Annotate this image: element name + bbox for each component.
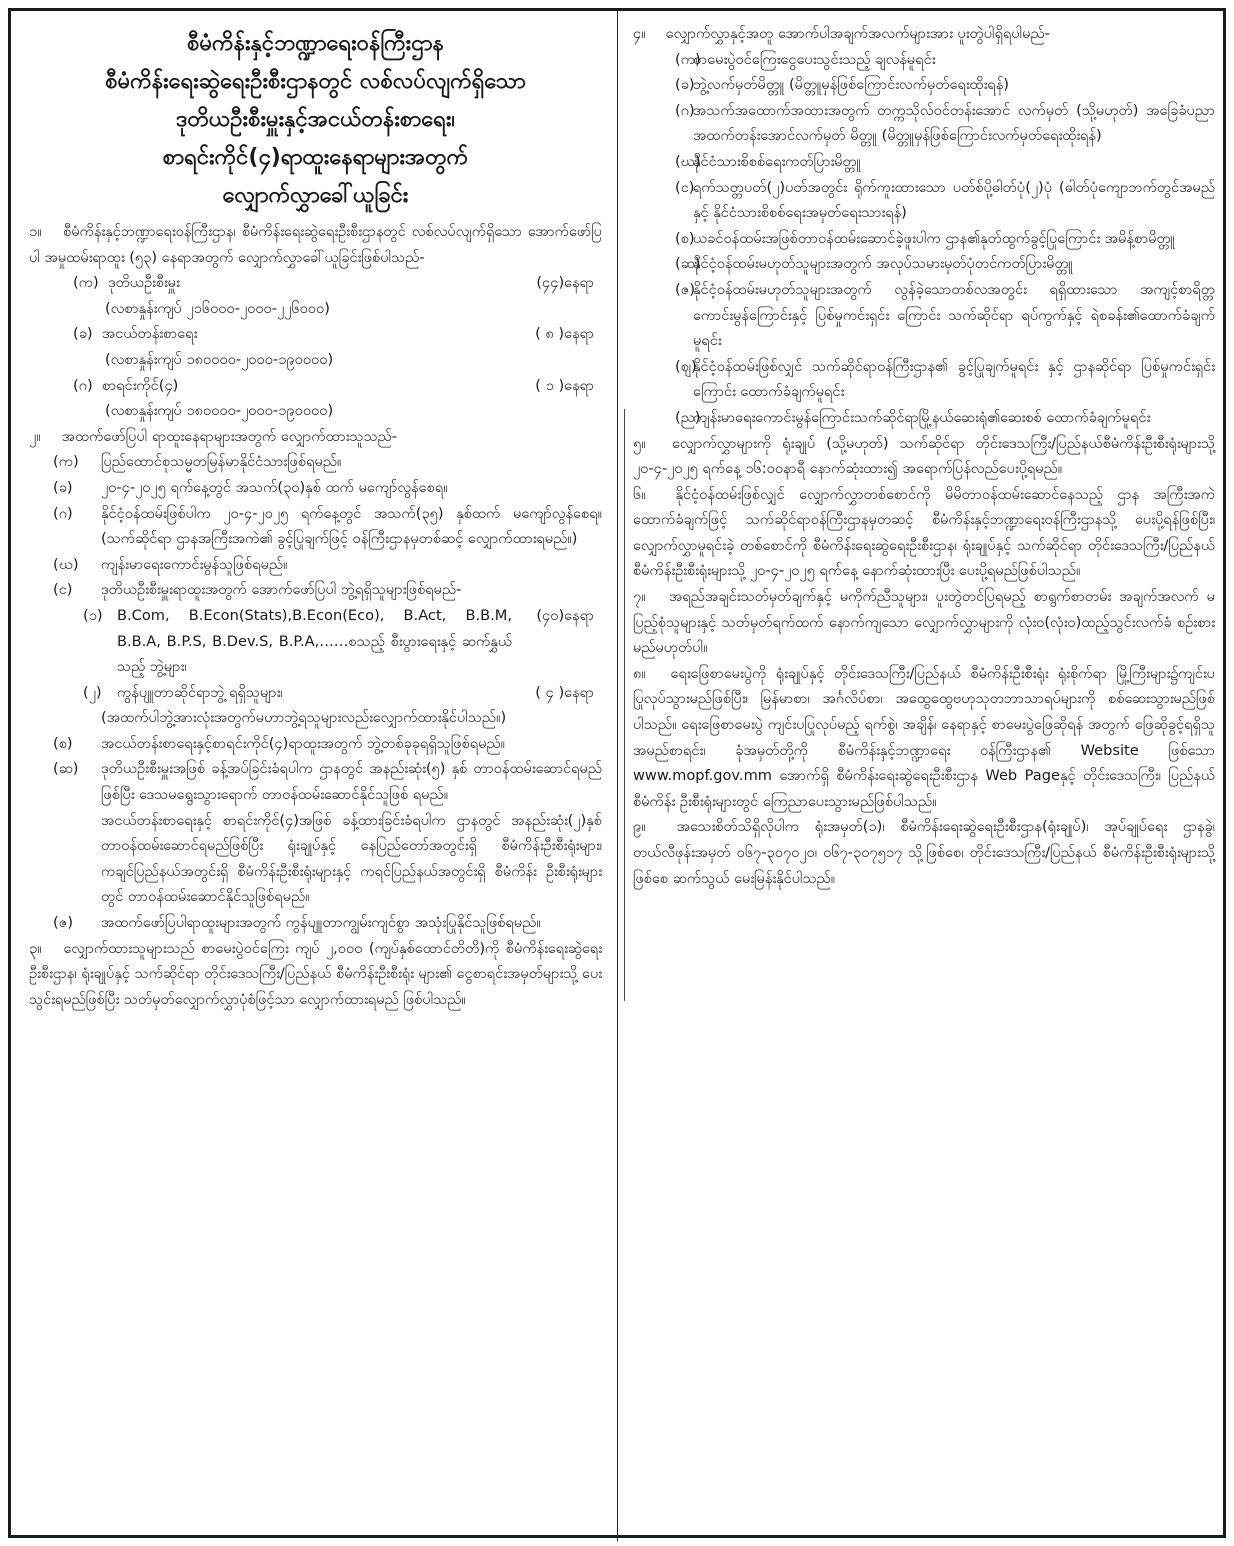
item-number: (က) — [53, 453, 79, 471]
item-number: (င) — [675, 178, 695, 196]
degree-note: (အထက်ပါဘွဲ့အားလုံးအတွက်မဟာဘွဲ့ရသူများလည်းလျှောက်ထားနိုင်ပါသည်။) — [101, 709, 507, 727]
item-text: ၂၀-၄-၂၀၂၅ ရက်နေ့တွင် အသက်(၃၀)နှစ် ထက် မကျော်လွန်စေရ။ — [101, 478, 448, 496]
paragraph-3 — [29, 936, 602, 1013]
post-number: (က) — [73, 274, 99, 292]
paragraph-text: စီမံကိန်းနှင့်ဘဏ္ဍာရေးဝန်ကြီးဌာန၊ စီမံကိန်းရေးဆွဲရေးဦးစီးဌာနတွင် လစ်လပ်လျက်ရှိသော အောက်ဖော်ပြပါ အမှုထမ်းရာထူး (၅၃) နေရာအတွက် လျှောက်လွှာခေါ်ယူခြင်းဖြစ်ပါသည်- — [29, 223, 602, 266]
item-number: (ဇ) — [53, 914, 74, 932]
item-number: (စ) — [675, 229, 695, 247]
paragraph-number: ၄။ — [633, 25, 646, 42]
item-text: ကျန်းမာရေးကောင်းမွန်ကြောင်းသက်ဆိုင်ရာမြို့နယ်ဆေးရုံ၏ဆေးစစ် ထောက်ခံချက်မူရင်း — [693, 408, 1151, 426]
paragraph-7 — [633, 584, 1215, 661]
paragraph-9 — [633, 814, 1215, 891]
paragraph-6 — [633, 482, 1215, 584]
item-text: ပြည်ထောင်စုသမ္မတမြန်မာနိုင်ငံသားဖြစ်ရမည်။ — [101, 453, 342, 471]
paragraph-number: ၉။ — [633, 818, 646, 836]
post-number: (ဂ) — [73, 376, 93, 394]
list-item — [29, 501, 602, 552]
item-text: ရက်သတ္တပတ်(၂)ပတ်အတွင်း ရိုက်ကူးထားသော ပတ်စ်ပို့ဓါတ်ပုံ(၂)ပုံ (ဓါတ်ပုံကျောဘက်တွင်အမည်နှင့် နိုင်ငံသားစိစစ်ရေးအမှတ်ရေးသားရန်) — [693, 178, 1215, 222]
degree-count: ( ၄ )နေရာ — [535, 683, 594, 701]
paragraph-text: နိုင်ငံ့ဝန်ထမ်းဖြစ်လျှင် လျှောက်လွှာတစ်စောင်ကို မိမိတာဝန်ထမ်းဆောင်နေသည့် ဌာန အကြီးအကဲထောက်ခံချက်ဖြင့် သက်ဆိုင်ရာဝန်ကြီးဌာနမှတဆင့် စီမံကိန်းနှင့်ဘဏ္ဍာရေးဝန်ကြီးဌာနသို့ ပေးပို့ရန်ဖြစ်ပြီး၊ လျှောက်လွှာမူရင်းခဲ့ တစ်စောင်ကို စီမံကိန်းရေးဆွဲရေးဦးစီးဌာန၊ ရုံးချုပ်နှင့် သက်ဆိုင်ရာ တိုင်းဒေသကြီး/ပြည်နယ် စီမံကိန်းဦးစီးရုံးများသို့ ၂၀-၄-၂၀၂၅ ရက်နေ့ နောက်ဆုံးထားပြီး ပေးပို့ရမည်ဖြစ်ပါသည်။ — [633, 485, 1215, 580]
list-item — [633, 47, 1215, 73]
item-number: (ဈ) — [675, 357, 697, 375]
item-number: (က) — [675, 50, 701, 68]
item-number: (ဂ) — [53, 504, 73, 522]
degree-text: B.Com, B.Econ(Stats),B.Econ(Eco), B.Act, B.B.M, B.B.A, B.P.S, B.Dev.S, B.P.A,……စသည့် စီးပွားရေးနှင့် ဆက်နွှယ်သည့် ဘွဲ့များ၊ — [117, 606, 512, 676]
item-number: (ဇ) — [675, 280, 696, 298]
notice-title — [29, 25, 602, 215]
item-text: နိုင်ငံ့ဝန်ထမ်းဖြစ်လျှင် သက်ဆိုင်ရာဝန်ကြီးဌာန၏ ခွင့်ပြုချက်မူရင်း နှင့် ဌာနဆိုင်ရာ ပြစ်မှုကင်းရှင်းကြောင်း ထောက်ခံချက်မူရင်း — [693, 357, 1215, 401]
list-item — [29, 910, 602, 936]
list-item — [633, 277, 1215, 354]
list-item — [633, 98, 1215, 149]
column-divider — [617, 11, 618, 1541]
paragraph-text: လျှောက်လွှာနှင့်အတူ အောက်ပါအချက်အလက်များအား ပူးတွဲပါရှိရပါမည်- — [665, 25, 1050, 42]
list-item — [29, 577, 602, 603]
degree-item — [29, 603, 602, 680]
paragraph-5 — [633, 431, 1215, 482]
post-number: (ခ) — [73, 325, 93, 343]
item-number: (ဆ) — [675, 255, 701, 273]
list-item — [29, 449, 602, 475]
item-text: နိုင်ငံ့ဝန်ထမ်းဖြစ်ပါက ၂၀-၄-၂၀၂၅ ရက်နေ့တွင် အသက်(၃၅) နှစ်ထက် မကျော်လွန်စေရ။ (သက်ဆိုင်ရာ ဌာနအကြီးအကဲ၏ ခွင့်ပြုချက်ဖြင့် ဝန်ကြီးဌာနမှတစ်ဆင့် လျှောက်ထားရမည်။) — [101, 504, 602, 548]
paragraph-text: အထက်ဖော်ပြပါ ရာထူးနေရာများအတွက် လျှောက်ထားသူသည်- — [61, 427, 398, 445]
item-text: ဒုတိယဦးစီးမှူးရာထူးအတွက် အောက်ဖော်ပြပါ ဘွဲ့ရရှိသူများဖြစ်ရမည်- — [101, 581, 462, 599]
paragraph-text: အရည်အချင်းသတ်မှတ်ချက်နှင့် မကိုက်ညီသူများ၊ ပူးတွဲတင်ပြရမည့် စာရွက်စာတမ်း အချက်အလက် မပြည့်စုံသူများနှင့် သတ်မှတ်ရက်ထက် နောက်ကျသော လျှောက်လွှာများကို လုံး၀(လုံး၀)ထည့်သွင်းလက်ခံ စဉ်းစား မည်မဟုတ်ပါ။ — [633, 588, 1216, 657]
list-item — [29, 552, 602, 578]
post-count: ( ၁ )နေရာ — [535, 376, 594, 394]
paragraph-text: အသေးစိတ်သိရှိလိုပါက ရုံးအမှတ်(၁)၊ စီမံကိန်းရေးဆွဲရေးဦးစီးဌာန(ရုံးချုပ်)၊ အုပ်ချုပ်ရေး ဌာနခွဲ၊ တယ်လီဖုန်းအမှတ် ၀၆၇-၃၀၇၀၂၀၊ ၀၆၇-၃၀၇၅၁၇ သို့ဖြစ်စေ၊ တိုင်းဒေသကြီး/ပြည်နယ် စီမံကိန်းဦးစီးရုံးများသို့ဖြစ်စေ ဆက်သွယ် မေးမြန်းနိုင်ပါသည်။ — [633, 818, 1215, 887]
list-item — [633, 226, 1215, 252]
item-text: အငယ်တန်းစာရေးနှင့်စာရင်းကိုင်(၄)ရာထူးအတွက် ဘွဲ့တစ်ခုခုရရှိသူဖြစ်ရမည်။ — [101, 734, 506, 752]
post-count: ( ၈ )နေရာ — [535, 325, 594, 343]
paragraph-number: ၁။ — [29, 223, 42, 240]
list-item — [633, 354, 1215, 405]
salary-scale: (လစာနှုန်းကျပ် ၁၈၀၀၀၀-၂၀၀၀-၁၉၀၀၀၀) — [105, 350, 334, 368]
item-number: (ခ) — [675, 76, 695, 94]
title-line: စီမံကိန်းရေးဆွဲရေးဦးစီးဌာနတွင် လစ်လပ်လျက်ရှိသော — [105, 69, 526, 94]
list-item — [633, 251, 1215, 277]
paragraph-number: ၈။ — [633, 664, 646, 682]
paragraph-text: ရေးဖြေစာမေးပွဲကို ရုံးချုပ်နှင့် တိုင်းဒေသကြီး/ပြည်နယ် စီမံကိန်းဦးစီးရုံး ရုံးစိုက်ရာ မြို့ကြီးများ၌ကျင်းပပြုလုပ်သွားမည်ဖြစ်ပြီး၊ မြန်မာစာ၊ အင်္ဂလိပ်စာ၊ အထွေထွေဗဟုသုတဘာသာရပ်များကို စစ်ဆေးသွားမည်ဖြစ်ပါသည်။ ရေးဖြေစာမေးပွဲ ကျင်းပပြုလုပ်မည့် ရက်စွဲ၊ အချိန်၊ နေရာနှင့် စာမေးပွဲဖြေဆိုရန် အတွက် ဖြေဆိုခွင့်ရရှိသူ အမည်စာရင်း၊ ခုံအမှတ်တို့ကို စီမံကိန်းနှင့်ဘဏ္ဍာရေး ဝန်ကြီးဌာန၏ Website ဖြစ်သော www.mopf.gov.mm အောက်ရှိ စီမံကိန်းရေးဆွဲရေးဦးစီးဌာန Web Pageနှင့် တိုင်းဒေသကြီး၊ ပြည်နယ်စီမံကိန်း ဦးစီးရုံးများတွင် ကြေညာပေးသွားမည်ဖြစ်ပါသည်။ — [633, 664, 1215, 810]
degree-item — [29, 680, 602, 706]
item-text: ကျန်းမာရေးကောင်းမွန်သူဖြစ်ရမည်။ — [101, 555, 288, 573]
post-name: အငယ်တန်းစာရေး — [101, 325, 198, 343]
item-number: (ဃ) — [675, 152, 701, 170]
post-row — [29, 373, 602, 399]
salary-scale: (လစာနှုန်းကျပ် ၁၈၀၀၀၀-၂၀၀၀-၁၉၀၀၀၀) — [105, 402, 334, 420]
left-column — [11, 11, 616, 1535]
paragraph-number: ၂။ — [29, 427, 41, 445]
list-item — [29, 756, 602, 807]
title-line: စီမံကိန်းနှင့်ဘဏ္ဍာရေးဝန်ကြီးဌာန — [187, 31, 444, 56]
paragraph-1 — [29, 219, 602, 270]
item-text: နိုင်ငံသားစိစစ်ရေးကတ်ပြားမိတ္တူ — [693, 152, 861, 170]
list-item — [633, 72, 1215, 98]
item-number: (ည) — [675, 408, 701, 426]
salary-scale: (လစာနှုန်းကျပ် ၂၁၆၀၀၀-၂၀၀၀-၂၂၆၀၀၀) — [105, 299, 330, 317]
paragraph-8 — [633, 661, 1215, 815]
post-name: ဒုတိယဦးစီးမှူး — [107, 274, 180, 292]
item-text: အထက်ဖော်ပြပါရာထူးများအတွက် ကွန်ပျူတာကျွမ်းကျင်စွာ အသုံးပြုနိုင်သူဖြစ်ရမည်။ — [101, 914, 541, 932]
paragraph-number: ၇။ — [633, 588, 646, 606]
list-item — [633, 149, 1215, 175]
degree-number: (၂) — [83, 683, 102, 701]
degree-number: (၁) — [83, 606, 103, 624]
item-number: (စ) — [53, 734, 73, 752]
list-item — [633, 175, 1215, 226]
post-count: (၄၄)နေရာ — [536, 274, 594, 292]
degree-count: (၄၀)နေရာ — [536, 606, 594, 624]
paragraph-4 — [633, 21, 1215, 47]
paragraph-number: ၆။ — [633, 485, 646, 503]
title-line: ဒုတိယဦးစီးမှူးနှင့်အငယ်တန်းစာရေး၊ — [176, 107, 455, 132]
right-column — [623, 11, 1229, 1535]
paragraph-text: လျှောက်ထားသူများသည် စာမေးပွဲဝင်ကြေး ကျပ် ၂,၀၀၀ (ကျပ်နှစ်ထောင်တိတိ)ကို စီမံကိန်းရေးဆွဲရေးဦးစီးဌာန၊ ရုံးချုပ်နှင့် သက်ဆိုင်ရာ တိုင်းဒေသကြီး/ပြည်နယ် စီမံကိန်းဦးစီးရုံး များ၏ ငွေစာရင်းအမှတ်များသို့ ပေးသွင်းရမည်ဖြစ်ပြီး သတ်မှတ်လျှောက်လွှာပုံစံဖြင့်သာ လျှောက်ထားရမည် ဖြစ်ပါသည်။ — [29, 939, 602, 1008]
list-item — [29, 731, 602, 757]
item-number: (ဂ) — [675, 101, 695, 119]
post-row — [29, 321, 602, 347]
title-line: စာရင်းကိုင်(၄)ရာထူးနေရာများအတွက် — [162, 145, 469, 170]
list-item — [633, 405, 1215, 431]
item-text: အသက်အထောက်အထားအတွက် တက္ကသိုလ်ဝင်တန်းအောင် လက်မှတ် (သို့မဟုတ်) အခြေခံပညာ အထက်တန်းအောင်လက်မှတ် မိတ္တူ (မိတ္တူမှန်ဖြစ်ကြောင်းလက်မှတ်ရေးထိုးရန်) — [693, 101, 1215, 145]
item-text: ဘွဲ့လက်မှတ်မိတ္တူ (မိတ္တူမှန်ဖြစ်ကြောင်းလက်မှတ်ရေးထိုးရန်) — [693, 76, 1009, 94]
item-number: (ဃ) — [53, 555, 79, 573]
item-number: (င) — [53, 581, 73, 599]
item-text: ဒုတိယဦးစီးမှူးအဖြစ် ခန့်အပ်ခြင်းခံရပါက ဌာနတွင် အနည်းဆုံး(၅) နှစ် တာဝန်ထမ်းဆောင်ရမည်ဖြစ်ပြီး ဒေသမရွေးသွားရောက် တာဝန်ထမ်းဆောင်နိုင်သူဖြစ် ရမည်။ — [101, 760, 602, 804]
item-text: နိုင်ငံ့ဝန်ထမ်းမဟုတ်သူများအတွက် လွန်ခဲ့သောတစ်လအတွင်း ရရှိထားသော အကျင့်စာရိတ္တကောင်းမွန်ကြောင်းနှင့် ပြစ်မှုကင်းရှင်း ကြောင်း သက်ဆိုင်ရာ ရပ်ကွက်နှင့် ရဲစခန်း၏ထောက်ခံချက်မူရင်း — [693, 280, 1215, 350]
degree-text: ကွန်ပျူတာဆိုင်ရာဘွဲ့ ရရှိသူများ၊ — [117, 683, 283, 701]
post-name: စာရင်းကိုင်(၄) — [102, 376, 179, 394]
item-number: (ခ) — [53, 478, 73, 496]
paragraph-number: ၃။ — [29, 939, 42, 957]
item-text: ယခင်ဝန်ထမ်းအဖြစ်တာဝန်ထမ်းဆောင်ခဲ့ဖူးပါက ဌာန၏နုတ်ထွက်ခွင့်ပြုကြောင်း အမိန့်စာမိတ္တူ — [693, 229, 1175, 247]
paragraph-2 — [29, 424, 602, 450]
list-item — [29, 475, 602, 501]
sub-paragraph: အငယ်တန်းစာရေးနှင့် စာရင်းကိုင်(၄)အဖြစ် ခန့်ထားခြင်းခံရပါက ဌာနတွင် အနည်းဆုံး(၂)နှစ် တာဝန်ထမ်းဆောင်ရမည်ဖြစ်ပြီး ရုံးချုပ်နှင့် နေပြည်တော်အတွင်းရှိ စီမံကိန်းဦးစီးရုံးများ၊ ကချင်ပြည်နယ်အတွင်းရှိ စီမံကိန်းဦးစီးရုံးများနှင့် ကရင်ပြည်နယ်အတွင်းရှိ စီမံကိန်း ဦးစီးရုံးများတွင် တာဝန်ထမ်းဆောင်နိုင်သူဖြစ်ရမည်။ — [101, 811, 602, 906]
post-row — [29, 270, 602, 296]
notice-frame — [8, 8, 1226, 1538]
paragraph-text: လျှောက်လွှာများကို ရုံးချုပ် (သို့မဟုတ်) သက်ဆိုင်ရာ တိုင်းဒေသကြီး/ပြည်နယ်စီမံကိန်းဦးစီးရုံးများသို့ ၂၀-၄-၂၀၂၅ ရက်နေ့ ၁၆:၀၀နာရီ နောက်ဆုံးထား၍ အရောက်ပြန်လည်ပေးပို့ရမည်။ — [633, 434, 1215, 478]
item-number: (ဆ) — [53, 760, 79, 778]
item-text: စာမေးပွဲဝင်ကြေးငွေပေးသွင်းသည့် ချလန်မူရင်း — [693, 50, 936, 68]
paragraph-number: ၅။ — [633, 434, 646, 452]
title-line: လျှောက်လွှာခေါ်ယူခြင်း — [222, 183, 409, 208]
item-text: နိုင်ငံ့ဝန်ထမ်းမဟုတ်သူများအတွက် အလုပ်သမားမှတ်ပုံတင်ကတ်ပြားမိတ္တူ — [693, 255, 1073, 273]
